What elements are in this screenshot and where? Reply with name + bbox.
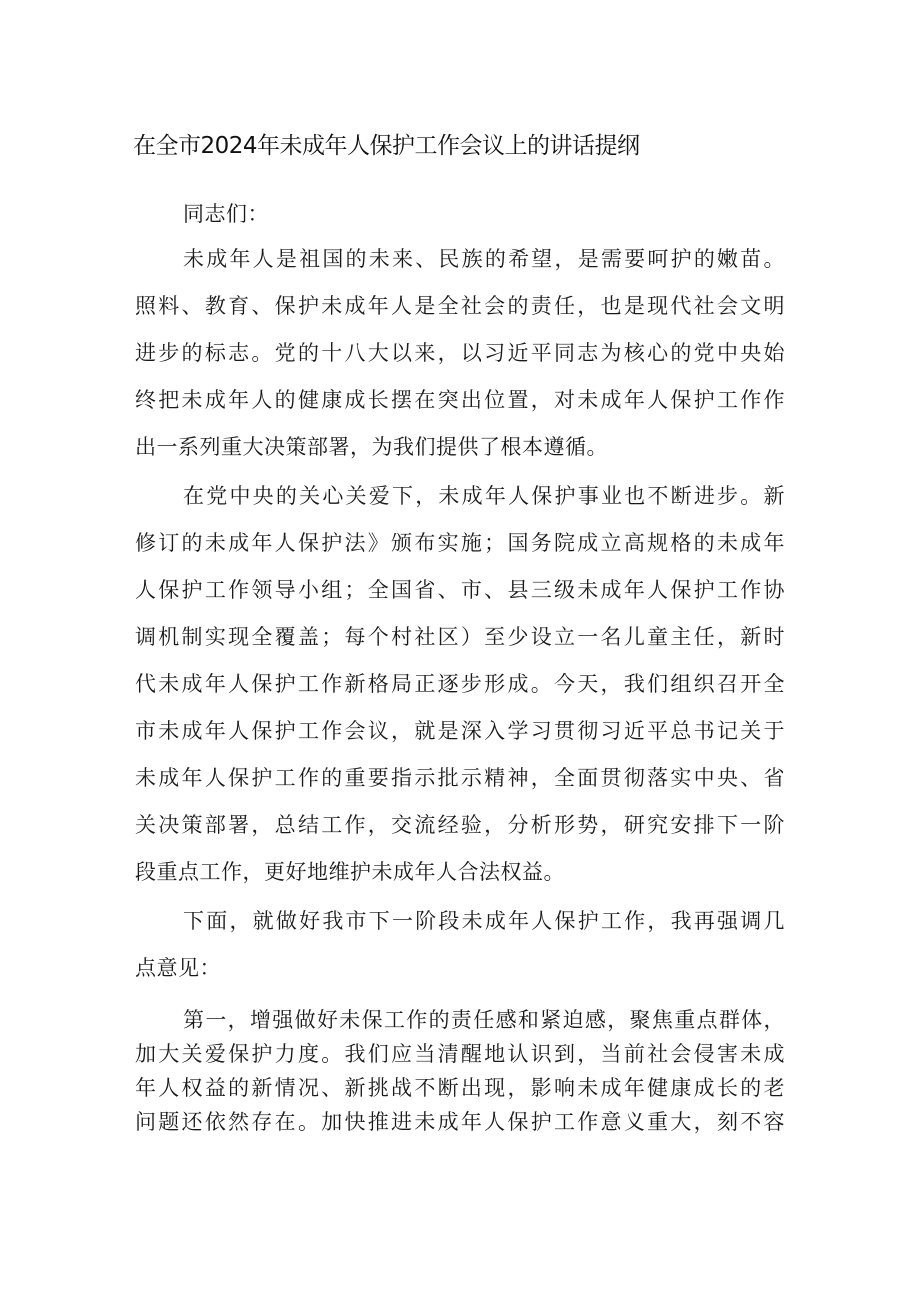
text-line: 修订的未成年人保护法》颁布实施；国务院成立高规格的未成年 bbox=[135, 531, 785, 555]
text-line: 下面，就做好我市下一阶段未成年人保护工作，我再强调几 bbox=[183, 909, 785, 933]
text-line: 问题还依然存在。加快推进未成年人保护工作意义重大，刻不容 bbox=[135, 1110, 785, 1134]
text-line: 点意见： bbox=[135, 956, 221, 980]
text-line: 关决策部署，总结工作，交流经验，分析形势，研究安排下一阶 bbox=[135, 813, 785, 837]
text-line: 未成年人是祖国的未来、民族的希望，是需要呵护的嫩苗。 bbox=[183, 247, 785, 271]
text-line: 未成年人保护工作的重要指示批示精神，全面贯彻落实中央、省 bbox=[135, 766, 785, 790]
text-line: 进步的标志。党的十八大以来，以习近平同志为核心的党中央始 bbox=[135, 341, 785, 365]
document-title: 在全市2024年未成年人保护工作会议上的讲话提纲 bbox=[133, 133, 640, 159]
text-line: 年人权益的新情况、新挑战不断出现，影响未成年健康成长的老 bbox=[135, 1076, 785, 1100]
salutation: 同志们： bbox=[183, 202, 269, 226]
text-line: 出一系列重大决策部署，为我们提供了根本遵循。 bbox=[135, 435, 608, 459]
text-line: 人保护工作领导小组；全国省、市、县三级未成年人保护工作协 bbox=[135, 578, 785, 602]
text-line: 第一，增强做好未保工作的责任感和紧迫感，聚焦重点群体， bbox=[183, 1008, 785, 1032]
text-line: 段重点工作，更好地维护未成年人合法权益。 bbox=[135, 860, 565, 884]
text-line: 终把未成年人的健康成长摆在突出位置，对未成年人保护工作作 bbox=[135, 388, 785, 412]
text-line: 在党中央的关心关爱下，未成年人保护事业也不断进步。新 bbox=[183, 484, 785, 508]
text-line: 代未成年人保护工作新格局正逐步形成。今天，我们组织召开全 bbox=[135, 672, 785, 696]
text-line: 照料、教育、保护未成年人是全社会的责任，也是现代社会文明 bbox=[135, 294, 785, 318]
text-line: 市未成年人保护工作会议，就是深入学习贯彻习近平总书记关于 bbox=[135, 719, 785, 743]
text-line: 加大关爱保护力度。我们应当清醒地认识到，当前社会侵害未成 bbox=[135, 1042, 785, 1066]
text-line: 调机制实现全覆盖；每个村社区）至少设立一名儿童主任，新时 bbox=[135, 625, 785, 649]
